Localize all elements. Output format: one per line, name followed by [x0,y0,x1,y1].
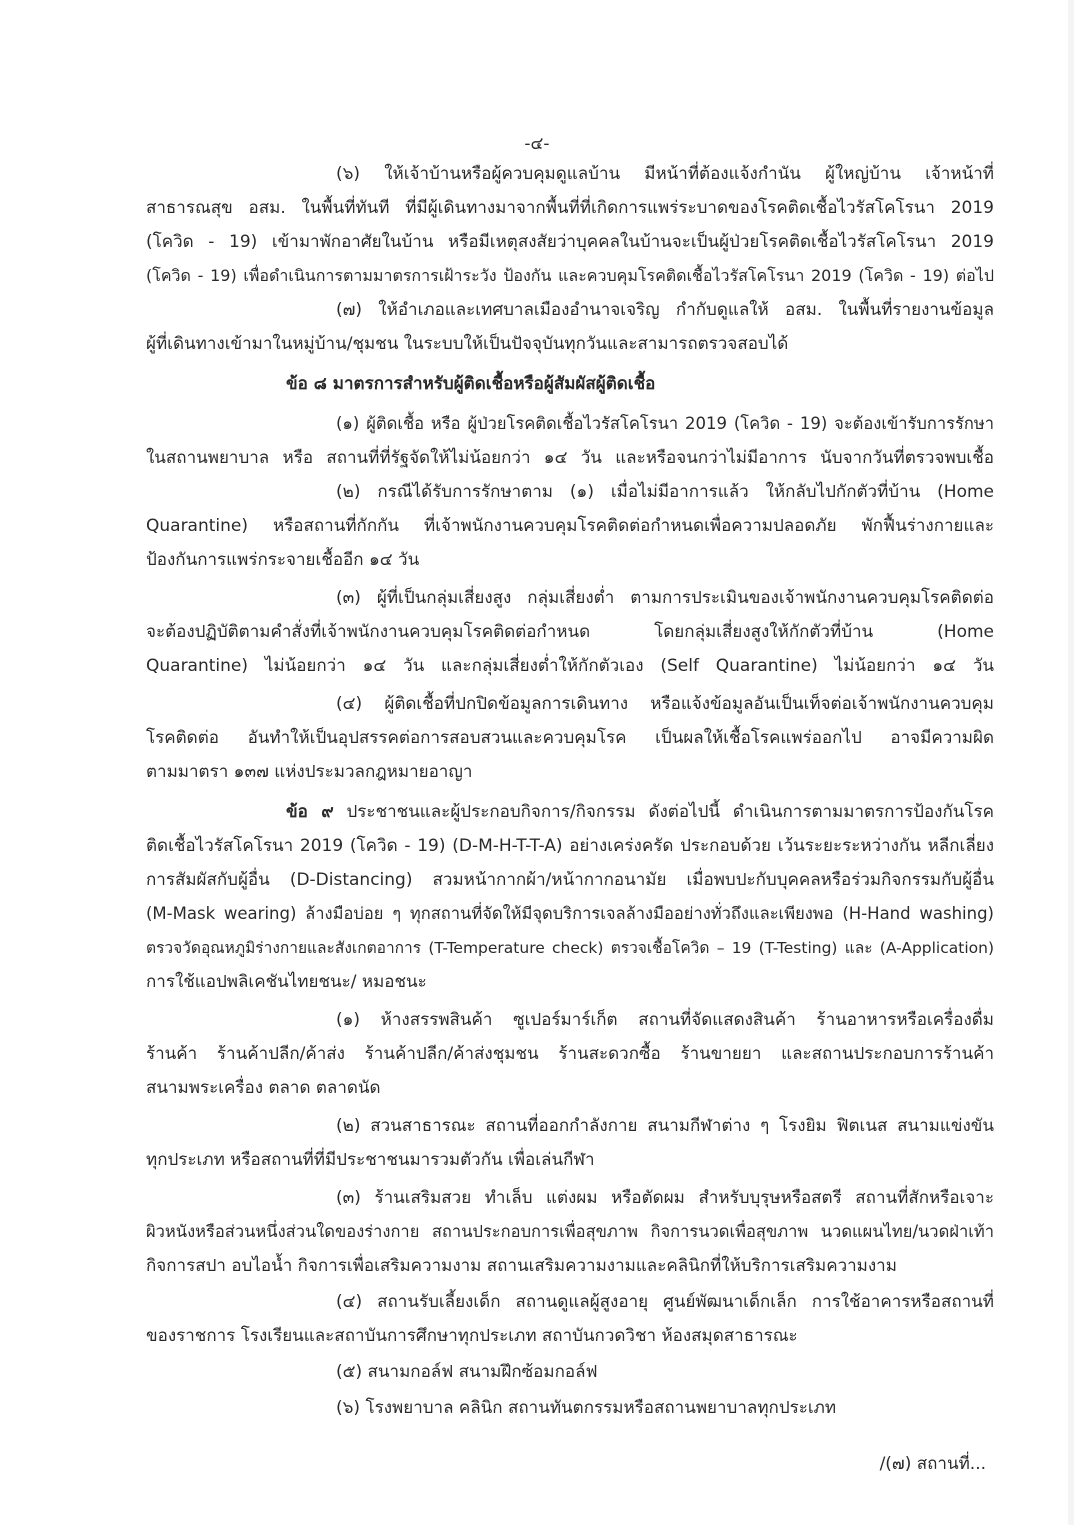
list-item-line: (๔) สถานรับเลี้ยงเด็ก สถานดูแลผู้สูงอายุ ศูนย์พัฒนาเด็กเล็ก การใช้อาคารหรือสถานที่ [336,1292,994,1312]
list-item-line: ทุกประเภท หรือสถานที่ที่มีประชาชนมารวมตัวกัน เพื่อเล่นกีฬา [146,1150,595,1170]
paragraph-line: จะต้องปฏิบัติตามคำสั่งที่เจ้าพนักงานควบคุมโรคติดต่อกำหนด โดยกลุ่มเสี่ยงสูงให้กักตัวที่บ้าน (Home [146,622,994,642]
paragraph-line: (๒) กรณีได้รับการรักษาตาม (๑) เมื่อไม่มีอาการแล้ว ให้กลับไปกักตัวที่บ้าน (Home [336,482,994,502]
list-item-line: กิจการสปา อบไอน้ำ กิจการเพื่อเสริมความงาม สถานเสริมความงามและคลินิกที่ให้บริการเสริมความงาม [146,1256,897,1276]
section-first-line [286,800,994,824]
list-item-line: (๒) สวนสาธารณะ สถานที่ออกกำลังกาย สนามกีฬาต่าง ๆ โรงยิม ฟิตเนส สนามแข่งขัน [336,1116,994,1136]
paragraph-line: ในสถานพยาบาล หรือ สถานที่ที่รัฐจัดให้ไม่น้อยกว่า ๑๔ วัน และหรือจนกว่าไม่มีอาการ นับจากวันที่ตรวจพบเชื้อ [146,448,994,468]
paragraph-line: ตามมาตรา ๑๓๗ แห่งประมวลกฎหมายอาญา [146,762,473,782]
section-label: ข้อ ๙ [286,802,334,822]
scan-edge [1068,0,1074,1525]
list-item-line: (๕) สนามกอล์ฟ สนามฝึกซ้อมกอล์ฟ [336,1362,598,1382]
paragraph-line: (โควิด - 19) เพื่อดำเนินการตามมาตรการเฝ้าระวัง ป้องกัน และควบคุมโรคติดเชื้อไวรัสโคโรนา 2019 (โควิด - 19) ต่อไป [146,266,994,285]
paragraph-line: Quarantine) ไม่น้อยกว่า ๑๔ วัน และกลุ่มเสี่ยงต่ำให้กักตัวเอง (Self Quarantine) ไม่น้อยกว่า ๑๔ วัน [146,656,994,676]
paragraph-line: (๖) ให้เจ้าบ้านหรือผู้ควบคุมดูแลบ้าน มีหน้าที่ต้องแจ้งกำนัน ผู้ใหญ่บ้าน เจ้าหน้าที่ [336,164,994,184]
paragraph-line: ป้องกันการแพร่กระจายเชื้ออีก ๑๔ วัน [146,550,420,570]
list-item-line: (๑) ห้างสรรพสินค้า ซูเปอร์มาร์เก็ต สถานที่จัดแสดงสินค้า ร้านอาหารหรือเครื่องดื่ม [336,1010,994,1030]
page-number: -๔- [524,134,550,154]
list-item-line: ร้านค้า ร้านค้าปลีก/ค้าส่ง ร้านค้าปลีก/ค้าส่งชุมชน ร้านสะดวกซื้อ ร้านขายยา และสถานประกอบการร้านค้า [146,1044,994,1064]
paragraph-line: (โควิด - 19) เข้ามาพักอาศัยในบ้าน หรือมีเหตุสงสัยว่าบุคคลในบ้านจะเป็นผู้ป่วยโรคติดเชื้อไวรัสโคโรนา 2019 [146,232,994,252]
list-item-line: ของราชการ โรงเรียนและสถาบันการศึกษาทุกประเภท สถาบันกวดวิชา ห้องสมุดสาธารณะ [146,1326,798,1346]
paragraph-line: (๔) ผู้ติดเชื้อที่ปกปิดข้อมูลการเดินทาง หรือแจ้งข้อมูลอันเป็นเท็จต่อเจ้าพนักงานควบคุม [336,694,994,714]
paragraph-line: (๓) ผู้ที่เป็นกลุ่มเสี่ยงสูง กลุ่มเสี่ยงต่ำ ตามการประเมินของเจ้าพนักงานควบคุมโรคติดต่อ [336,588,994,608]
paragraph-line: การสัมผัสกับผู้อื่น (D-Distancing) สวมหน้ากากผ้า/หน้ากากอนามัย เมื่อพบปะกับบุคคลหรือร่วมกิจกรรมกับผู้อื่น [146,870,994,890]
paragraph-line: การใช้แอปพลิเคชันไทยชนะ/ หมอชนะ [146,972,427,992]
paragraph-line: (๗) ให้อำเภอและเทศบาลเมืองอำนาจเจริญ กำกับดูแลให้ อสม. ในพื้นที่รายงานข้อมูล [336,300,994,320]
paragraph-line: (M-Mask wearing) ล้างมือบ่อย ๆ ทุกสถานที่จัดให้มีจุดบริการเจลล้างมืออย่างทั่วถึงและเพียงพอ (H-Hand washing) [146,904,994,923]
paragraph-line: Quarantine) หรือสถานที่กักกัน ที่เจ้าพนักงานควบคุมโรคติดต่อกำหนดเพื่อความปลอดภัย พักฟื้นร่างกายและ [146,516,994,536]
list-item-line: (๓) ร้านเสริมสวย ทำเล็บ แต่งผม หรือตัดผม สำหรับบุรุษหรือสตรี สถานที่สักหรือเจาะ [336,1188,994,1208]
paragraph-line: (๑) ผู้ติดเชื้อ หรือ ผู้ป่วยโรคติดเชื้อไวรัสโคโรนา 2019 (โควิด - 19) จะต้องเข้ารับการรักษา [336,414,994,433]
paragraph-line: สาธารณสุข อสม. ในพื้นที่ทันที ที่มีผู้เดินทางมาจากพื้นที่ที่เกิดการแพร่ระบาดของโรคติดเชื้อไวรัสโคโรนา 2019 [146,198,994,218]
list-item-line: (๖) โรงพยาบาล คลินิก สถานทันตกรรมหรือสถานพยาบาลทุกประเภท [336,1398,837,1418]
continuation-note: /(๗) สถานที่... [879,1454,986,1474]
list-item-line: สนามพระเครื่อง ตลาด ตลาดนัด [146,1078,381,1098]
paragraph-line: ติดเชื้อไวรัสโคโรนา 2019 (โควิด - 19) (D-M-H-T-T-A) อย่างเคร่งครัด ประกอบด้วย เว้นระยะระหว่างกัน หลีกเลี่ยง [146,836,994,856]
paragraph-line: โรคติดต่อ อันทำให้เป็นอุปสรรคต่อการสอบสวนและควบคุมโรค เป็นผลให้เชื้อโรคแพร่ออกไป อาจมีความผิด [146,728,994,748]
section-heading: ข้อ ๘ มาตรการสำหรับผู้ติดเชื้อหรือผู้สัมผัสผู้ติดเชื้อ [286,374,656,394]
paragraph-line: ผู้ที่เดินทางเข้ามาในหมู่บ้าน/ชุมชน ในระบบให้เป็นปัจจุบันทุกวันและสามารถตรวจสอบได้ [146,334,789,354]
paragraph-line: ตรวจวัดอุณหภูมิร่างกายและสังเกตอาการ (T-Temperature check) ตรวจเชื้อโควิด – 19 (T-Testing) และ (A-Application) [146,939,994,957]
list-item-line: ผิวหนังหรือส่วนหนึ่งส่วนใดของร่างกาย สถานประกอบการเพื่อสุขภาพ กิจการนวดเพื่อสุขภาพ นวดแผนไทย/นวดฝ่าเท้า [146,1222,994,1241]
paragraph-text: ประชาชนและผู้ประกอบกิจการ/กิจกรรม ดังต่อไปนี้ ดำเนินการตามมาตรการป้องกันโรค [333,802,994,822]
